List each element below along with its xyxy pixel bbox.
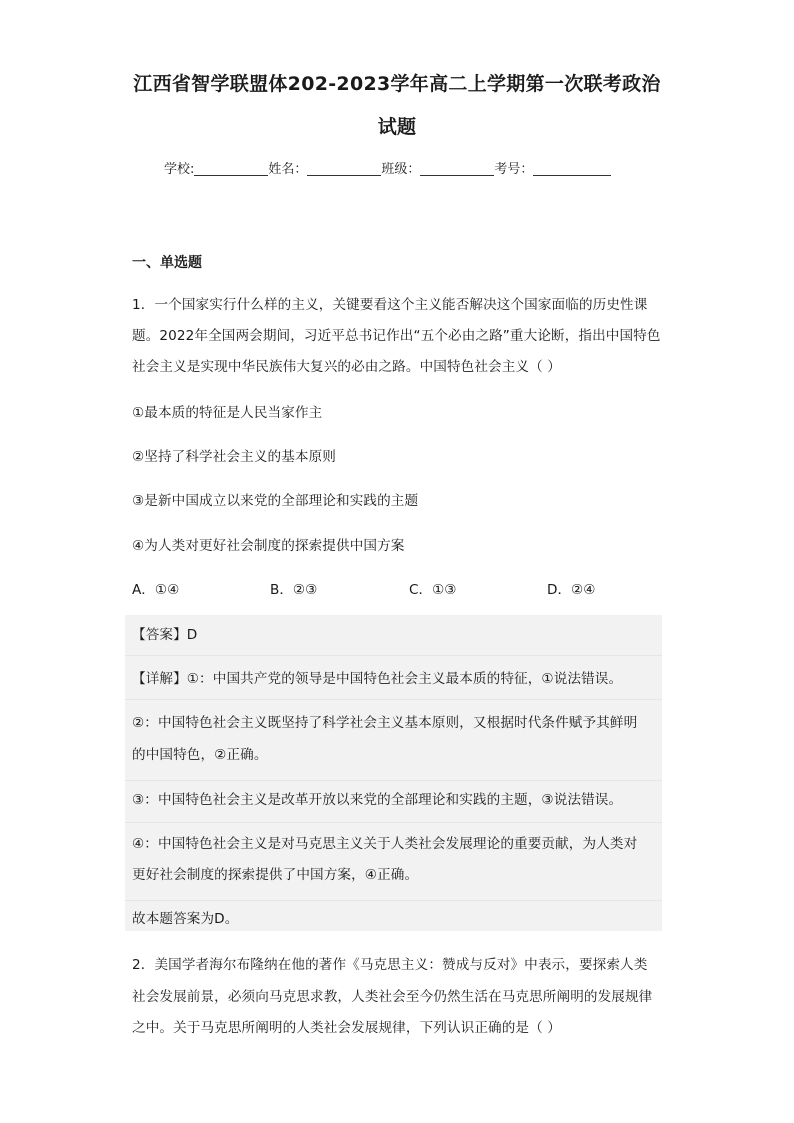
q1-analysis-line: ②：中国特色社会主义既坚持了科学社会主义基本原则，又根据时代条件赋予其鲜明 xyxy=(132,715,638,731)
q1-analysis-line: 的中国特色，②正确。 xyxy=(132,747,268,763)
option-c: C．①③ xyxy=(409,582,457,598)
divider xyxy=(125,900,662,901)
q1-stem-line: 社会主义是实现中华民族伟大复兴的必由之路。中国特色社会主义（ ） xyxy=(132,359,561,375)
q1-options xyxy=(132,578,652,598)
q1-statement: ①最本质的特征是人民当家作主 xyxy=(132,405,323,421)
q1-analysis-line: 故本题答案为D。 xyxy=(132,911,239,927)
school-label: 学校: xyxy=(164,162,195,177)
divider xyxy=(125,655,662,656)
exam-title-line2: 试题 xyxy=(377,116,417,138)
name-label: 姓名： xyxy=(268,162,308,177)
q1-stem-line: 1．一个国家实行什么样的主义，关键要看这个主义能否解决这个国家面临的历史性课 xyxy=(132,297,648,313)
q1-statement: ④为人类对更好社会制度的探索提供中国方案 xyxy=(132,538,405,554)
divider xyxy=(125,699,662,700)
option-a: A．①④ xyxy=(132,582,180,598)
q1-analysis-line: ③：中国特色社会主义是改革开放以来党的全部理论和实践的主题，③说法错误。 xyxy=(132,792,623,808)
divider xyxy=(125,822,662,823)
q1-analysis-line: 更好社会制度的探索提供了中国方案，④正确。 xyxy=(132,867,419,883)
student-info-row xyxy=(164,158,611,177)
q1-answer: 【答案】D xyxy=(132,627,198,643)
id-label: 考号： xyxy=(494,162,534,177)
name-blank xyxy=(307,161,381,176)
section-title: 一、单选题 xyxy=(132,255,202,271)
option-b: B．②③ xyxy=(270,582,318,598)
answer-analysis-box xyxy=(125,615,662,931)
q2-stem-line: 之中。关于马克思所阐明的人类社会发展规律，下列认识正确的是（ ） xyxy=(132,1020,561,1036)
q1-stem-line: 题。2022年全国两会期间，习近平总书记作出“五个必由之路”重大论断，指出中国特色 xyxy=(132,328,661,344)
q1-analysis-line: ④：中国特色社会主义是对马克思主义关于人类社会发展理论的重要贡献，为人类对 xyxy=(132,836,638,852)
q1-analysis-line: 【详解】①：中国共产党的领导是中国特色社会主义最本质的特征，①说法错误。 xyxy=(132,671,623,687)
exam-title-line1: 江西省智学联盟体202-2023学年高二上学期第一次联考政治 xyxy=(133,73,661,95)
id-blank xyxy=(533,161,611,176)
class-blank xyxy=(420,161,494,176)
school-blank xyxy=(194,161,268,176)
option-d: D．②④ xyxy=(547,582,596,598)
q1-statement: ③是新中国成立以来党的全部理论和实践的主题 xyxy=(132,493,419,509)
q2-stem-line: 社会发展前景，必须向马克思求教，人类社会至今仍然生活在马克思所阐明的发展规律 xyxy=(132,989,653,1005)
q2-stem-line: 2．美国学者海尔布隆纳在他的著作《马克思主义：赞成与反对》中表示，要探索人类 xyxy=(132,957,648,973)
q1-statement: ②坚持了科学社会主义的基本原则 xyxy=(132,449,336,465)
divider xyxy=(125,780,662,781)
class-label: 班级： xyxy=(381,162,421,177)
